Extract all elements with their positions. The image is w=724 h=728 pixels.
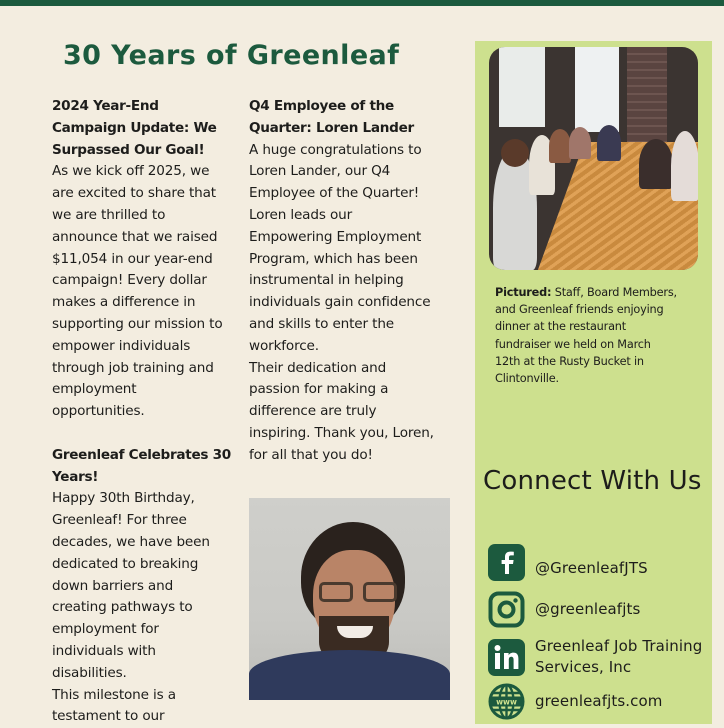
left-column	[52, 96, 248, 728]
anniversary-article	[52, 445, 248, 728]
facebook-handle[interactable]: @GreenleafJTS	[535, 559, 648, 577]
sidebar-panel	[475, 41, 712, 724]
anniversary-heading: Greenleaf Celebrates 30 Years!	[52, 446, 231, 485]
campaign-article	[52, 96, 248, 423]
instagram-handle[interactable]: @greenleafjts	[535, 600, 641, 618]
linkedin-icon	[488, 639, 525, 676]
page-title: 30 Years of Greenleaf	[63, 40, 400, 71]
linkedin-name[interactable]: Greenleaf Job Training Services, Inc	[535, 637, 703, 676]
photo-caption: Pictured: Staff, Board Members, and Greenleaf friends enjoying dinner at the restaurant fundraiser we held on March 12th at the Rusty Bucket in Clintonville.	[495, 286, 677, 386]
photo-person	[639, 139, 673, 189]
photo-shirt	[249, 650, 450, 700]
connect-heading: Connect With Us	[483, 466, 702, 496]
photo-glasses	[319, 582, 401, 604]
photo-window	[575, 47, 619, 132]
employee-heading: Q4 Employee of the Quarter: Loren Lander	[249, 98, 414, 136]
social-instagram-link[interactable]	[488, 591, 640, 628]
article-spacer	[52, 423, 248, 445]
website-url[interactable]: greenleafjts.com	[535, 692, 663, 710]
photo-person	[501, 139, 529, 167]
photo-person	[549, 129, 571, 163]
social-website-link[interactable]	[488, 683, 662, 720]
campaign-heading: 2024 Year-End Campaign Update: We Surpassed Our Goal!	[52, 98, 217, 158]
employee-photo	[249, 498, 450, 700]
photo-person	[671, 131, 698, 201]
social-linkedin-link[interactable]	[488, 636, 702, 678]
social-facebook-link[interactable]	[488, 544, 648, 581]
photo-person	[569, 127, 591, 159]
instagram-icon	[488, 591, 525, 628]
employee-body: A huge congratulations to Loren Lander, our Q4 Employee of the Quarter! Loren leads our Empowering Employment Program, which has been instrumental in helping individuals gain confidence and skills to enter the workforce. Their dedication and passion for making a difference are truly inspiring. Thank you, Loren, for all that you do!	[249, 141, 434, 463]
group-dinner-photo	[489, 47, 698, 270]
campaign-body: As we kick off 2025, we are excited to share that we are thrilled to announce that we raised $11,054 in our year-end campaign! Every dollar makes a difference in supporting our mission to empower individuals through job training and employment opportunities.	[52, 163, 223, 420]
globe-www-icon	[488, 683, 525, 720]
employee-article	[249, 96, 459, 467]
svg-text:www: www	[496, 697, 517, 707]
facebook-icon	[488, 544, 525, 581]
caption-label: Pictured:	[495, 286, 552, 299]
photo-person	[597, 125, 621, 161]
photo-window	[499, 47, 545, 127]
middle-column	[249, 96, 459, 467]
anniversary-body: Happy 30th Birthday, Greenleaf! For three decades, we have been dedicated to breaking down barriers and creating pathways to employment for individuals with disabilities. This milestone is a testament to our	[52, 490, 210, 725]
top-accent-bar	[0, 0, 724, 6]
